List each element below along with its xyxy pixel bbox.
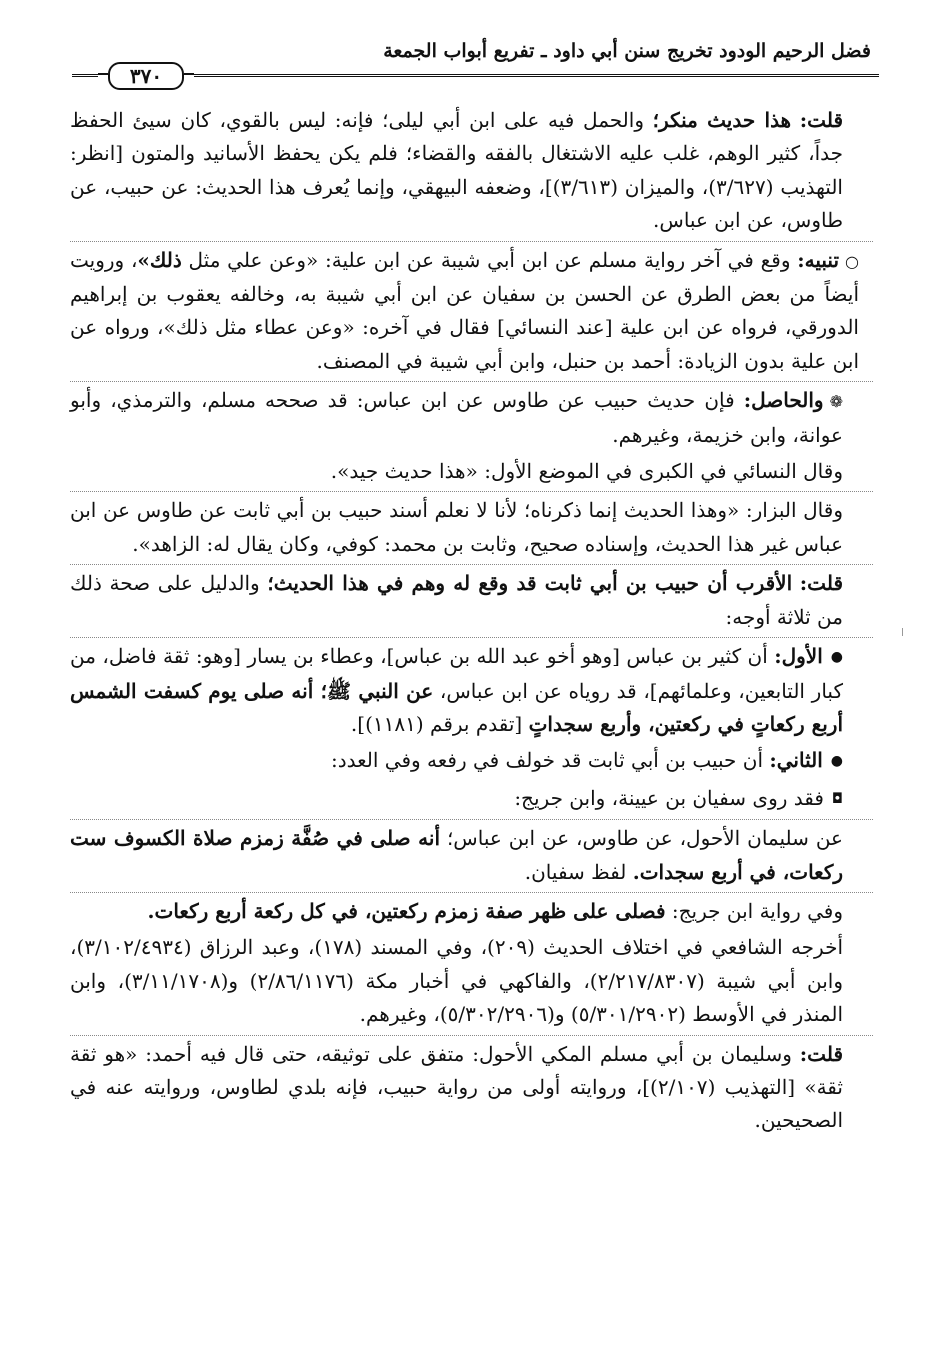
margin-mark bbox=[902, 628, 903, 636]
running-header bbox=[72, 38, 879, 88]
page-number-ornament-right bbox=[184, 73, 194, 75]
paragraph-text: وفي رواية ابن جريج: bbox=[665, 898, 843, 923]
paragraph-text: عن سليمان الأحول، عن طاوس، عن ابن عباس؛ bbox=[440, 826, 843, 851]
paragraph-label: الأول: bbox=[774, 644, 823, 669]
paragraph-text: لفظ سفيان. bbox=[524, 859, 633, 884]
page-number: ٣٧٠ bbox=[108, 62, 184, 90]
paragraph-first-reason bbox=[70, 637, 873, 741]
running-header-title: فضل الرحيم الودود تخريج سنن أبي داود ـ تفريع أبواب الجمعة bbox=[383, 40, 871, 62]
paragraph-verdict bbox=[70, 104, 873, 238]
paragraph-narrators bbox=[70, 782, 873, 816]
paragraph-sulayman-chain bbox=[70, 819, 873, 889]
paragraph-sources bbox=[70, 931, 873, 1031]
paragraph-text: أن كثير بن عباس [وهو أخو عبد الله بن عباس]، وعطاء بن يسار [وهو: ثقة فاضل، من كبار التابعين، وعلمائهم]، قد روياه عن ابن عباس، bbox=[70, 644, 843, 703]
paragraph-bazzar bbox=[70, 491, 873, 561]
dot-bullet-icon: ● bbox=[830, 753, 843, 770]
paragraph-text: فقد روى سفيان بن عيينة، وابن جريج: bbox=[514, 785, 824, 810]
paragraph-note bbox=[70, 241, 873, 379]
paragraph-ibn-jurayj bbox=[70, 892, 873, 928]
paragraph-label: تنبيه: bbox=[797, 247, 840, 272]
paragraph-label: قلت: bbox=[799, 108, 843, 132]
bold-phrase: عن النبي ﷺ؛ أنه صلى يوم كسفت الشمس أربع ركعاتٍ في ركعتين، وأربع سجداتٍ bbox=[70, 678, 843, 736]
square-bullet-icon: ◘ bbox=[831, 790, 843, 807]
paragraph-text: والحمل فيه على ابن أبي ليلى؛ فإنه: ليس بالقوي، كان سيئ الحفظ جداً، كثير الوهم، غلب عليه الاشتغال بالفقه والقضاء؛ فلم يكن يحفظ الأسانيد والمتون [انظر: التهذيب (٣/٦٢٧)، والميزان (٣/٦١٣)]، وضعفه البيهقي، وإنما يُعرف هذا الحديث: عن حبيب، عن طاوس، عن ابن عباس. bbox=[70, 108, 843, 233]
circle-bullet-icon: ○ bbox=[845, 251, 859, 271]
paragraph-label: الثاني: bbox=[769, 748, 823, 773]
paragraph-text: وقال البزار: «وهذا الحديث إنما ذكرناه؛ لأنا لا نعلم أسند حبيب بن أبي ثابت عن طاوس عن ابن عباس غير هذا الحديث، وإسناده صحيح، وثابت بن محمد: كوفي، وكان يقال له: الزاهد». bbox=[70, 498, 843, 556]
paragraph-text: فإن حديث حبيب عن طاوس عن ابن عباس: قد صححه مسلم، والترمذي، وأبو عوانة، وابن خزيمة، وغيرهم. bbox=[70, 388, 843, 447]
paragraph-text: وقال النسائي في الكبرى في الموضع الأول: «هذا حديث جيد». bbox=[330, 459, 843, 484]
flower-ornament-icon: ❁ bbox=[829, 392, 843, 412]
paragraph-verdict-3 bbox=[70, 1035, 873, 1138]
paragraph-text: ، ورويت أيضاً من بعض الطرق عن الحسن بن سفيان عن ابن أبي شيبة به، وخالفه يعقوب بن إبراهيم الدورقي، فرواه عن ابن علية [عند النسائي] فقال في آخره: «وعن عطاء مثل ذلك»، ورواه عن ابن علية بدون الزيادة: أحمد بن حنبل، وابن أبي شيبة في المصنف. bbox=[70, 247, 859, 373]
bold-phrase: فصلى على ظهر صفة زمزم ركعتين، في كل ركعة أربع ركعات. bbox=[147, 898, 666, 923]
paragraph-text: والدليل على صحة ذلك من ثلاثة أوجه: bbox=[70, 571, 843, 629]
paragraph-conclusion bbox=[70, 381, 873, 452]
page-number-ornament-left bbox=[98, 73, 108, 75]
paragraph-text: وقع في آخر رواية مسلم عن ابن أبي شيبة عن ابن علية: «وعن علي مثل bbox=[181, 247, 798, 272]
paragraph-label: والحاصل: bbox=[743, 388, 824, 413]
paragraph-text: أخرجه الشافعي في اختلاف الحديث (٢٠٩)، وفي المسند (١٧٨)، وعبد الرزاق (٣/١٠٢/٤٩٣٤)، وابن أبي شيبة (٢/٢١٧/٨٣٠٧)، والفاكهي في أخبار مكة (٢/٨٦/١١٧٦) و(٣/١١/١٧٠٨)، وابن المنذر في الأوسط (٥/٣٠١/٢٩٠٢) و(٥/٣٠٢/٢٩٠٦)، وغيرهم. bbox=[70, 935, 844, 1027]
paragraph-label: قلت: bbox=[799, 571, 843, 596]
bold-phrase: ذلك» bbox=[137, 247, 182, 272]
paragraph-label: قلت: bbox=[799, 1041, 843, 1066]
paragraph-second-reason bbox=[70, 744, 873, 778]
dot-bullet-icon: ● bbox=[830, 649, 843, 666]
paragraph-text: [تقدم برقم (١١٨١)]. bbox=[350, 711, 529, 736]
paragraph-nasai bbox=[70, 455, 873, 488]
bold-phrase: الأقرب أن حبيب بن أبي ثابت قد وقع له وهم في هذا الحديث؛ bbox=[267, 571, 793, 596]
bold-phrase: هذا حديث منكر؛ bbox=[652, 108, 792, 132]
bold-phrase: أنه صلى في صُفَّة زمزم صلاة الكسوف ست ركعات، في أربع سجدات. bbox=[70, 826, 843, 884]
paragraph-text: أن حبيب بن أبي ثابت قد خولف في رفعه وفي العدد: bbox=[330, 748, 770, 773]
paragraph-text: وسليمان بن أبي مسلم المكي الأحول: متفق على توثيقه، حتى قال فيه أحمد: «هو ثقة ثقة» [التهذيب (٢/١٠٧)]، وروايته أولى من رواية حبيب، فإنه بلدي لطاوس، وروايته عنه في الصحيحين. bbox=[70, 1041, 843, 1133]
page-number-frame bbox=[98, 62, 194, 88]
body-text bbox=[70, 104, 873, 1141]
paragraph-verdict-2 bbox=[70, 564, 873, 634]
